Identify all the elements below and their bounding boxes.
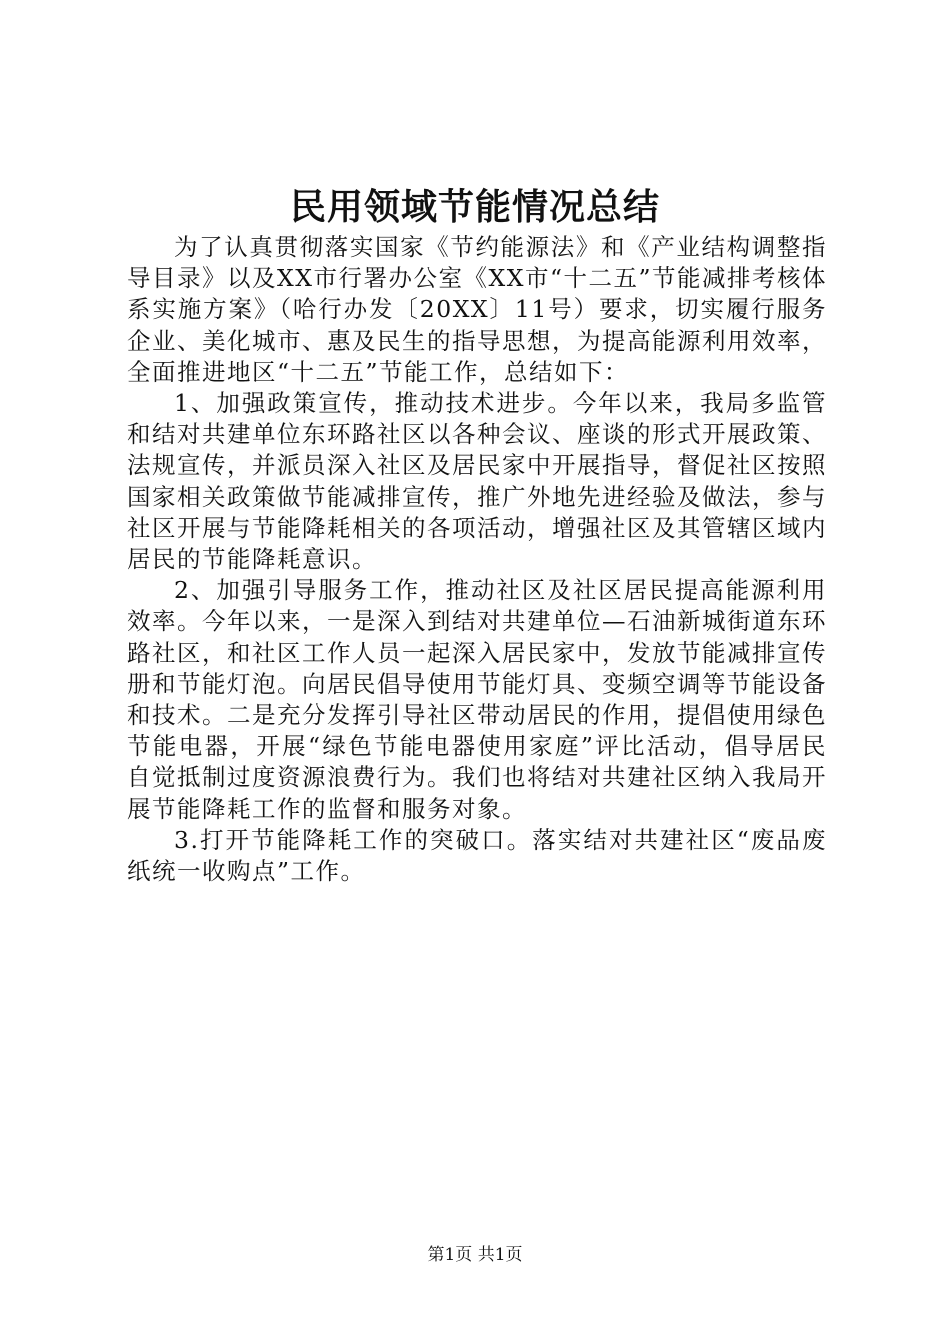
document-title: 民用领域节能情况总结 xyxy=(289,186,660,228)
paragraph-section-3: 3.打开节能降耗工作的突破口。落实结对共建社区“废品废纸统一收购点”工作。 xyxy=(127,825,827,886)
paragraph-section-1: 1、加强政策宣传，推动技术进步。今年以来，我局多监管和结对共建单位东环路社区以各种会议、座谈的形式开展政策、法规宣传，并派员深入社区及居民家中开展指导，督促社区按照国家相关政策做节能减排宣传，推广外地先进经验及做法，参与社区开展与节能降耗相关的各项活动，增强社区及其管辖区域内居民的节能降耗意识。 xyxy=(127,389,827,574)
paragraph-intro: 为了认真贯彻落实国家《节约能源法》和《产业结构调整指导目录》以及XX市行署办公室《XX市“十二五”节能减排考核体系实施方案》（哈行办发〔20XX〕11号）要求，切实履行服务企业、美化城市、惠及民生的指导思想，为提高能源利用效率，全面推进地区“十二五”节能工作，总结如下： xyxy=(127,233,827,386)
paragraph-section-2: 2、加强引导服务工作，推动社区及社区居民提高能源利用效率。今年以来，一是深入到结对共建单位—石油新城街道东环路社区，和社区工作人员一起深入居民家中，发放节能减排宣传册和节能灯泡。向居民倡导使用节能灯具、变频空调等节能设备和技术。二是充分发挥引导社区带动居民的作用，提倡使用绿色节能电器，开展“绿色节能电器使用家庭”评比活动，倡导居民自觉抵制过度资源浪费行为。我们也将结对共建社区纳入我局开展节能降耗工作的监督和服务对象。 xyxy=(127,576,827,823)
page-footer: 第1页 共1页 xyxy=(427,1245,523,1265)
document-body xyxy=(127,232,827,887)
